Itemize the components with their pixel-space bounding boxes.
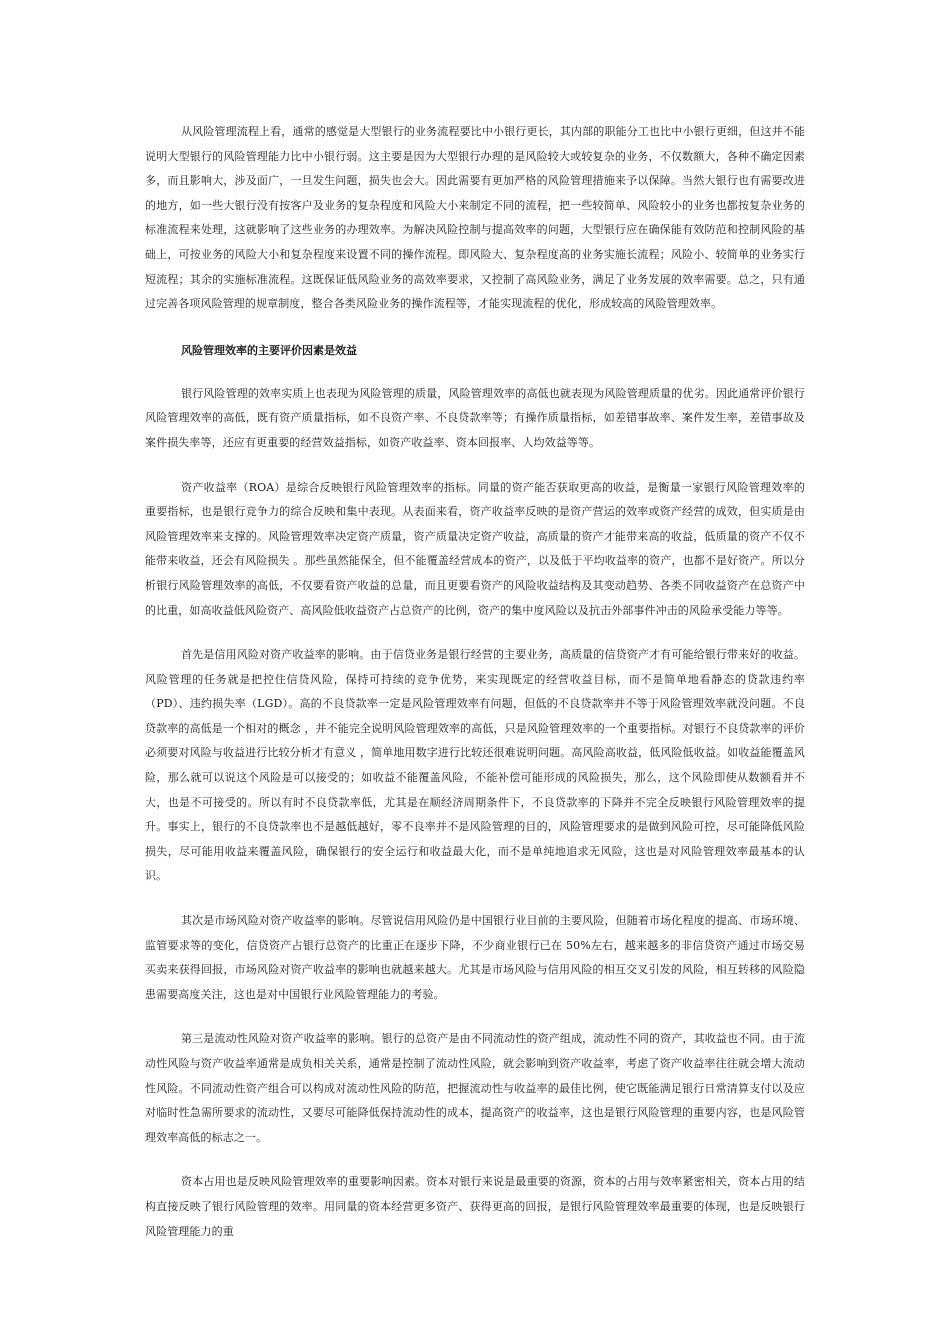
- document-body: [145, 120, 805, 1244]
- paragraph-market-risk: 其次是市场风险对资产收益率的影响。尽管说信用风险仍是中国银行业目前的主要风险，但随着市场化程度的提高、市场环境、监管要求等的变化，信贷资产占银行总资产的比重正在逐步下降，不少商业银行已在 50%左右，越来越多的非信贷资产通过市场交易买卖来获得回报，市场风险对资产收益率的影响也就越来越大。尤其是市场风险与信用风险的相互交叉引发的风险，相互转移的风险隐患需要高度关注，这也是对中国银行业风险管理能力的考验。: [145, 914, 805, 1001]
- paragraph-process: 从风险管理流程上看，通常的感觉是大型银行的业务流程要比中小银行更长，其内部的职能分工也比中小银行更细，但这并不能说明大型银行的风险管理能力比中小银行弱。这主要是因为大型银行办理的是风险较大或较复杂的业务，不仅数额大，各种不确定因素多，而且影响大，涉及面广，一旦发生问题，损失也会大。因此需要有更加严格的风险管理措施来予以保障。当然大银行也有需要改进的地方，如一些大银行没有按客户及业务的复杂程度和风险大小来制定不同的流程，把一些较简单、风险较小的业务也都按复杂业务的标准流程来处理，这就影响了这些业务的办理效率。为解决风险控制与提高效率的问题，大型银行应在确保能有效防范和控制风险的基础上，可按业务的风险大小和复杂程度来设置不同的操作流程。即风险大、复杂程度高的业务实施长流程；风险小、较简单的业务实行短流程；其余的实施标准流程。这既保证低风险业务的高效率要求，又控制了高风险业务，满足了业务发展的效率需要。总之，只有通过完善各项风险管理的规章制度，整合各类风险业务的操作流程等，才能实现流程的优化，形成较高的风险管理效率。: [145, 125, 805, 311]
- paragraph-credit-risk: 首先是信用风险对资产收益率的影响。由于信贷业务是银行经营的主要业务，高质量的信贷资产才有可能给银行带来好的收益。风险管理的任务就是把控住信贷风险，保持可持续的竞争优势，来实现既定的经营收益目标，而不是简单地看静态的贷款违约率（PD）、违约损失率（LGD）。高的不良贷款率一定是风险管理效率有问题，但低的不良贷款率并不等于风险管理效率就没问题。不良贷款率的高低是一个相对的概念 ，并不能完全说明风险管理效率的高低，只是风险管理效率的一个重要指标。对银行不良贷款率的评价必须要对风险与收益进行比较分析才有意义 ，简单地用数字进行比较还很难说明问题。高风险高收益，低风险低收益。如收益能覆盖风险，那么就可以说这个风险是可以接受的；如收益不能覆盖风险，不能补偿可能形成的风险损失，那么，这个风险即使从数额看并不大，也是不可接受的。所以有时不良贷款率低，尤其是在顺经济周期条件下，不良贷款率的下降并不完全反映银行风险管理效率的提升。事实上，银行的不良贷款率也不是越低越好，零不良率并不是风险管理的目的，风险管理要求的是做到风险可控，尽可能降低风险损失，尽可能用收益来覆盖风险，确保银行的安全运行和收益最大化，而不是单纯地追求无风险，这也是对风险管理效率最基本的认识。: [145, 648, 805, 883]
- paragraph-liquidity-risk: 第三是流动性风险对资产收益率的影响。银行的总资产是由不同流动性的资产组成，流动性不同的资产，其收益也不同。由于流动性风险与资产收益率通常是成负相关关系，通常是控制了流动性风险，就会影响到资产收益率，考虑了资产收益率往往就会增大流动性风险。不同流动性资产组合可以构成对流动性风险的防范，把握流动性与收益率的最佳比例，使它既能满足银行日常清算支付以及应对临时性急需所要求的流动性，又要尽可能降低保持流动性的成本，提高资产的收益率，这也是银行风险管理的重要内容，也是风险管理效率高低的标志之一。: [145, 1032, 805, 1144]
- paragraph-roa: 资产收益率（ROA）是综合反映银行风险管理效率的指标。同量的资产能否获取更高的收益，是衡量一家银行风险管理效率的重要指标，也是银行竞争力的综合反映和集中表现。从表面来看，资产收益率反映的是资产营运的效率或资产经营的成效，但实质是由风险管理效率来支撑的。风险管理效率决定资产质量，资产质量决定资产收益，高质量的资产才能带来高的收益，低质量的资产不仅不能带来收益，还会有风险损失 。那些虽然能保全，但不能覆盖经营成本的资产，以及低于平均收益率的资产，也都不是好资产。所以分析银行风险管理效率的高低，不仅要看资产收益的总量，而且更要看资产的风险收益结构及其变动趋势、各类不同收益资产在总资产中的比重，如高收益低风险资产、高风险低收益资产占总资产的比例，资产的集中度风险以及抗击外部事件冲击的风险承受能力等等。: [145, 480, 805, 617]
- paragraph-capital: 资本占用也是反映风险管理效率的重要影响因素。资本对银行来说是最重要的资源，资本的占用与效率紧密相关，资本占用的结构直接反映了银行风险管理的效率。用同量的资本经营更多资产、获得更高的回报，是银行风险管理效率最重要的体现，也是反映银行风险管理能力的重: [145, 1175, 805, 1238]
- section-heading: 风险管理效率的主要评价因素是效益: [181, 343, 357, 357]
- paragraph-quality: 银行风险管理的效率实质上也表现为风险管理的质量，风险管理效率的高低也就表现为风险管理质量的优劣。因此通常评价银行风险管理效率的高低，既有资产质量指标，如不良资产率、不良贷款率等；有操作质量指标，如差错事故率、案件发生率，差错事故及案件损失率等，还应有更重要的经营效益指标，如资产收益率、资本回报率、人均效益等等。: [145, 386, 805, 449]
